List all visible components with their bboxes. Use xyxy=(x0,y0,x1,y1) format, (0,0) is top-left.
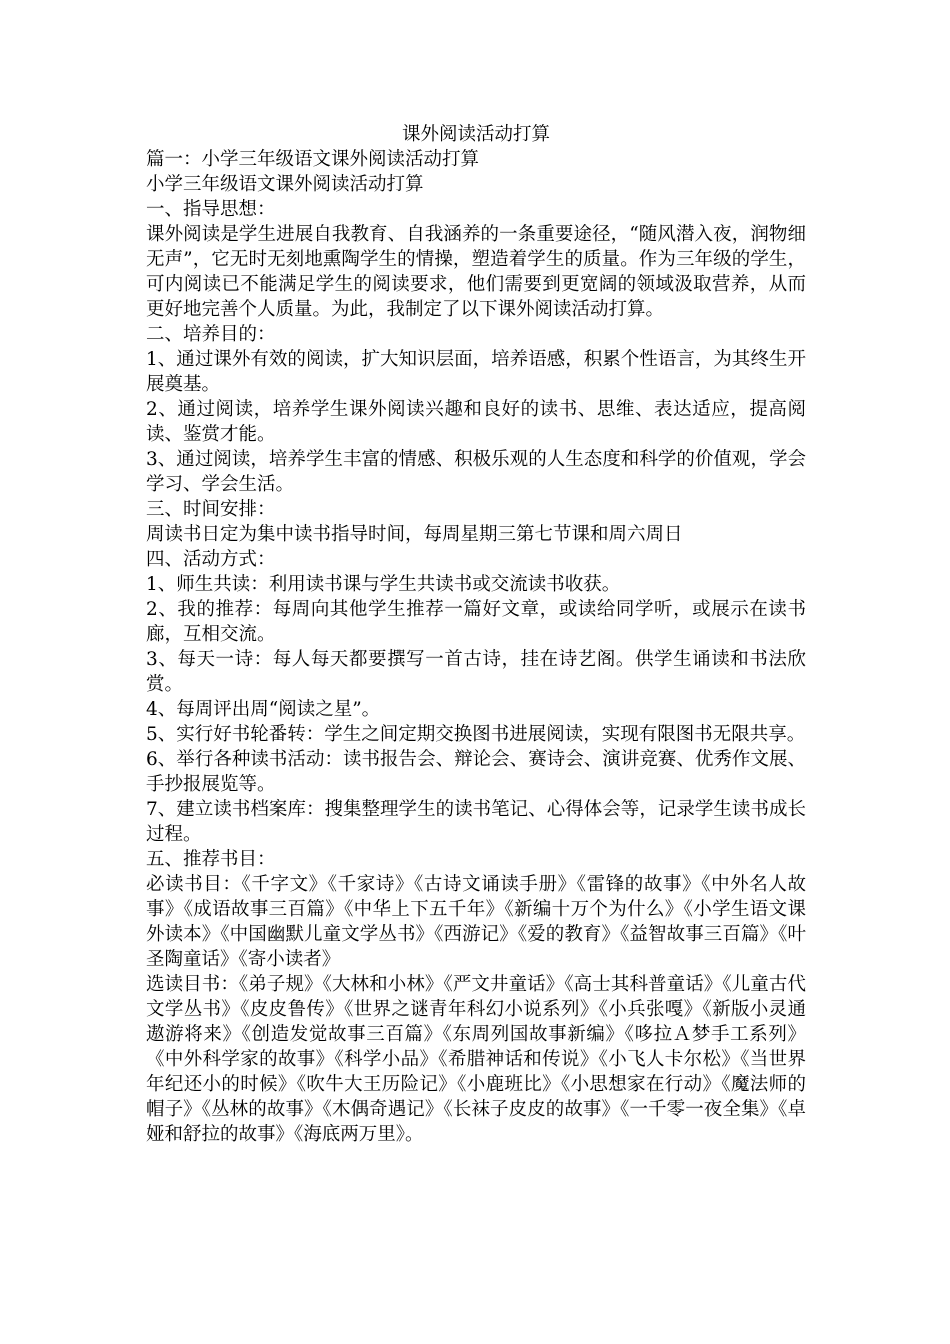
goal-item: 3、通过阅读，培养学生丰富的情感、积极乐观的人生态度和科学的价值观，学会学习、学会生活。 xyxy=(146,449,806,495)
document-page xyxy=(146,122,806,1147)
activity-item: 4、每周评出周“阅读之星”。 xyxy=(146,699,381,720)
activity-item: 2、我的推荐：每周向其他学生推荐一篇好文章，或读给同学听，或展示在读书廊，互相交流。 xyxy=(146,599,806,645)
section-heading-activities: 四、活动方式： xyxy=(146,549,276,570)
activity-item: 6、举行各种读书活动：读书报告会、辩论会、赛诗会、演讲竞赛、优秀作文展、手抄报展览等。 xyxy=(146,749,806,795)
section-heading-goals: 二、培养目的： xyxy=(146,324,276,345)
required-booklist: 必读书目：《千字文》《千家诗》《古诗文诵读手册》《雷锋的故事》《中外名人故事》《成语故事三百篇》《中华上下五千年》《新编十万个为什么》《小学生语文课外读本》《中国幽默儿童文学丛书》《西游记》《爱的教育》《益智故事三百篇》《叶圣陶童话》《寄小读者》 xyxy=(146,874,806,970)
paragraph-schedule: 周读书日定为集中读书指导时间，每周星期三第七节课和周六周日 xyxy=(146,524,683,545)
document-title: 课外阅读活动打算 xyxy=(401,124,550,145)
paragraph-guiding-thought: 课外阅读是学生进展自我教育、自我涵养的一条重要途径，“随风潜入夜，润物细无声”，它无时无刻地熏陶学生的情操，塑造着学生的质量。作为三年级的学生，可内阅读已不能满足学生的阅读要求，他们需要到更宽阔的领域汲取营养，从而更好地完善个人质量。为此，我制定了以下课外阅读活动打算。 xyxy=(146,224,806,320)
activity-item: 5、实行好书轮番转：学生之间定期交换图书进展阅读，实现有限图书无限共享。 xyxy=(146,724,806,745)
section-heading-schedule: 三、时间安排： xyxy=(146,499,276,520)
activity-item: 1、师生共读：利用读书课与学生共读书或交流读书收获。 xyxy=(146,574,621,595)
activity-item: 7、建立读书档案库：搜集整理学生的读书笔记、心得体会等，记录学生读书成长过程。 xyxy=(146,799,806,845)
goal-item: 1、通过课外有效的阅读，扩大知识层面，培养语感，积累个性语言，为其终生开展奠基。 xyxy=(146,349,806,395)
goal-item: 2、通过阅读，培养学生课外阅读兴趣和良好的读书、思维、表达适应，提高阅读、鉴赏才能。 xyxy=(146,399,806,445)
document-subtitle: 小学三年级语文课外阅读活动打算 xyxy=(146,174,424,195)
section-heading-guiding-thought: 一、指导思想： xyxy=(146,199,276,220)
chapter-heading: 篇一：小学三年级语文课外阅读活动打算 xyxy=(146,149,480,170)
activity-item: 3、每天一诗：每人每天都要撰写一首古诗，挂在诗艺阁。供学生诵读和书法欣赏。 xyxy=(146,649,806,695)
section-heading-booklist: 五、推荐书目： xyxy=(146,849,276,870)
optional-booklist: 选读目书：《弟子规》《大林和小林》《严文井童话》《高士其科普童话》《儿童古代文学丛书》《皮皮鲁传》《世界之谜青年科幻小说系列》《小兵张嘎》《新版小灵通遨游将来》《创造发觉故事三百篇》《东周列国故事新编》《哆拉Ａ梦手工系列》《中外科学家的故事》《科学小品》《希腊神话和传说》《小飞人卡尔松》《当世界年纪还小的时候》《吹牛大王历险记》《小鹿班比》《小思想家在行动》《魔法师的帽子》《丛林的故事》《木偶奇遇记》《长袜子皮皮的故事》《一千零一夜全集》《卓娅和舒拉的故事》《海底两万里》。 xyxy=(146,974,806,1145)
